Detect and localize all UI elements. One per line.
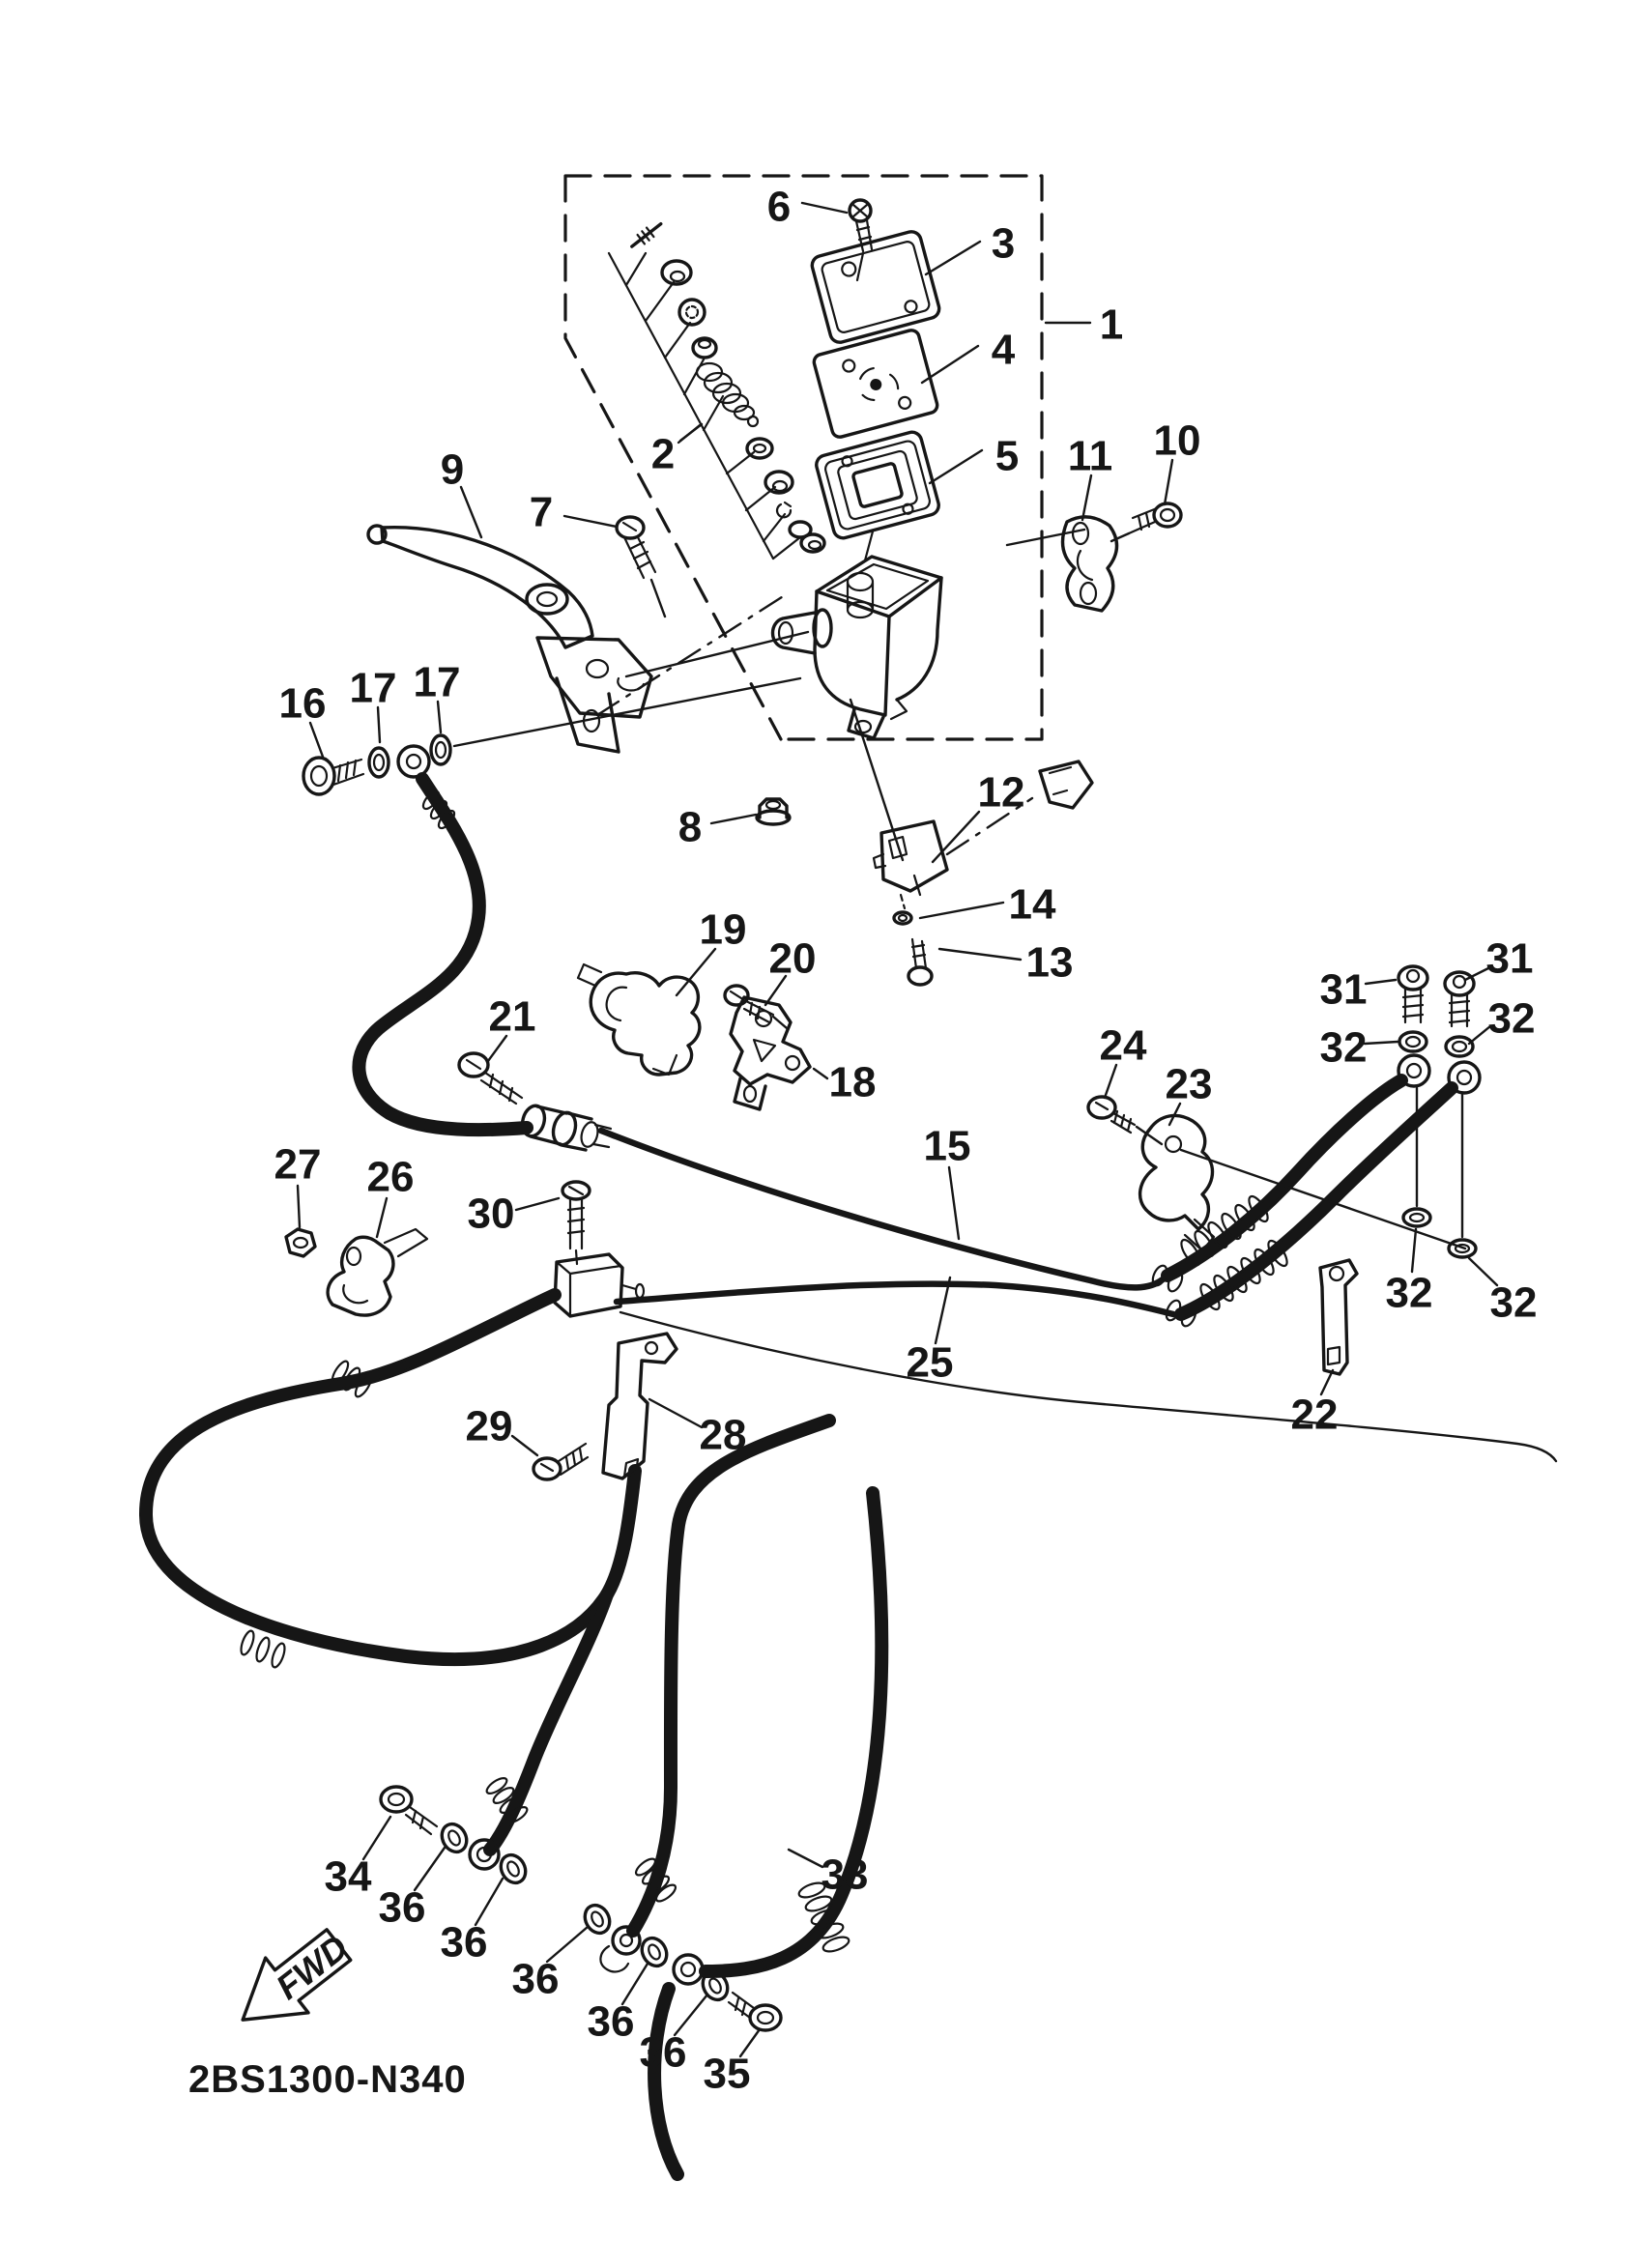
callout-labels <box>274 184 1538 2098</box>
leader-line-18 <box>814 1069 827 1078</box>
callout-19: 19 <box>699 905 747 954</box>
leader-line-25 <box>936 1278 950 1343</box>
brake-lever-9 <box>368 526 651 752</box>
fwd-label: FWD <box>268 1927 356 2007</box>
callout-10: 10 <box>1153 416 1201 465</box>
washer-32-top-left <box>1399 1032 1427 1051</box>
bracket-bolt-24 <box>1088 1097 1162 1144</box>
leader-line-32 <box>1412 1229 1416 1272</box>
callout-6: 6 <box>766 183 792 231</box>
callout-5: 5 <box>994 432 1020 480</box>
diaphragm-plate-4 <box>813 329 939 439</box>
lever-nut-8 <box>757 799 790 824</box>
leader-line-6 <box>802 203 847 213</box>
callout-31: 31 <box>1319 965 1368 1014</box>
callout-21: 21 <box>488 992 536 1041</box>
callout-32: 32 <box>1319 1023 1368 1072</box>
callout-29: 29 <box>465 1402 513 1450</box>
callout-8: 8 <box>677 803 703 851</box>
cap-screw-6 <box>850 200 872 280</box>
leader-line-33 <box>789 1850 822 1867</box>
union-bolt-31-left <box>1398 966 1427 1022</box>
piston-spring <box>697 363 758 426</box>
callout-17: 17 <box>349 664 397 712</box>
bracket-bolt-29 <box>533 1444 588 1479</box>
leader-line-31 <box>1366 980 1396 984</box>
flange-nut-27 <box>286 1229 315 1256</box>
hose-bolt-21 <box>459 1053 522 1104</box>
callout-33: 33 <box>821 1851 869 1899</box>
leader-line-15 <box>949 1167 959 1239</box>
callout-20: 20 <box>768 934 817 983</box>
leader-line-2 <box>680 424 702 441</box>
washer-36-4 <box>637 1934 671 1970</box>
callout-4: 4 <box>991 326 1016 374</box>
callout-36: 36 <box>511 1955 560 2003</box>
callout-36: 36 <box>587 1997 635 2046</box>
front-brake-hose <box>359 746 527 1130</box>
callout-25: 25 <box>906 1338 954 1387</box>
washer-36-3 <box>580 1901 614 1938</box>
leader-line-17 <box>378 707 380 742</box>
caliper-hose-33 <box>654 1493 881 2174</box>
fwd-arrow <box>221 1914 364 2047</box>
callout-36: 36 <box>639 2028 687 2077</box>
callout-18: 18 <box>828 1058 877 1106</box>
leader-line-29 <box>512 1436 537 1455</box>
callout-12: 12 <box>977 768 1025 817</box>
callout-11: 11 <box>1067 432 1113 480</box>
callout-32: 32 <box>1385 1269 1433 1317</box>
banjo-bolt-35 <box>729 1993 781 2030</box>
callout-27: 27 <box>274 1140 322 1189</box>
bracket-18 <box>731 997 810 1109</box>
repair-kit-2 <box>609 219 824 559</box>
junction-block-30 <box>555 1182 644 1316</box>
callout-7: 7 <box>529 488 554 536</box>
callout-9: 9 <box>440 445 465 494</box>
sealing-washer-17b <box>431 735 450 764</box>
leader-line-7 <box>564 516 617 527</box>
callout-32: 32 <box>1489 1278 1538 1327</box>
leader-line-4 <box>922 346 978 383</box>
lever-bolt-7 <box>617 517 665 617</box>
leader-line-26 <box>377 1198 387 1237</box>
leader-line-8 <box>711 815 756 823</box>
callout-24: 24 <box>1099 1021 1147 1070</box>
leader-line-17 <box>438 702 441 732</box>
part-code: 2BS1300-N340 <box>188 2058 467 2101</box>
grommet-bracket-26 <box>328 1229 427 1315</box>
callout-17: 17 <box>413 658 461 706</box>
union-bolt-31-right <box>1445 972 1474 1026</box>
callout-31: 31 <box>1485 934 1534 983</box>
callout-16: 16 <box>278 679 327 728</box>
banjo-bolt-34 <box>381 1787 437 1834</box>
banjo-bolt-16 <box>303 758 363 794</box>
leader-line-13 <box>939 949 1021 960</box>
callout-35: 35 <box>703 2050 751 2098</box>
pipe-bracket-22 <box>1320 1260 1357 1374</box>
leader-line-27 <box>298 1186 300 1227</box>
callout-26: 26 <box>366 1153 415 1201</box>
pipe-bracket-28 <box>603 1334 677 1479</box>
callout-15: 15 <box>923 1122 971 1170</box>
caliper-hose-left <box>470 1594 607 1869</box>
callout-23: 23 <box>1165 1060 1213 1108</box>
callout-30: 30 <box>467 1190 515 1238</box>
bleed-pin <box>628 219 664 251</box>
callout-32: 32 <box>1487 994 1536 1043</box>
callout-14: 14 <box>1008 880 1056 929</box>
switch-washer-14 <box>894 912 911 924</box>
callout-36: 36 <box>440 1918 488 1967</box>
clamp-bolt-10 <box>1111 503 1181 541</box>
lower-hose <box>146 1295 635 1669</box>
callout-1: 1 <box>1099 301 1124 349</box>
callout-36: 36 <box>378 1883 426 1932</box>
sealing-washer-17a <box>369 748 389 777</box>
leader-line-3 <box>926 242 980 274</box>
reservoir-cap-3 <box>810 230 941 345</box>
leader-line-28 <box>649 1399 702 1427</box>
washer-32-top-right <box>1446 1037 1473 1056</box>
leader-line-30 <box>516 1198 559 1210</box>
leader-line-32 <box>1365 1042 1398 1044</box>
leader-line-16 <box>310 723 323 757</box>
switch-screw-13 <box>908 939 932 985</box>
diaphragm-5 <box>815 430 941 540</box>
spring-guard-cal-middle <box>633 1856 677 1905</box>
leader-line-14 <box>920 903 1003 918</box>
callout-28: 28 <box>699 1411 747 1459</box>
callout-34: 34 <box>324 1852 372 1901</box>
leader-line-10 <box>1165 460 1172 504</box>
callout-13: 13 <box>1025 938 1074 987</box>
leader-line-9 <box>461 487 481 537</box>
callout-2: 2 <box>650 430 676 478</box>
callout-3: 3 <box>991 219 1016 268</box>
leader-line-5 <box>930 450 982 483</box>
callout-22: 22 <box>1290 1391 1339 1439</box>
leader-line-11 <box>1082 475 1091 520</box>
brake-pipe-15 <box>601 1131 1163 1287</box>
washer-32-bottom-left <box>1403 1209 1430 1226</box>
handlebar-clamp-11 <box>1063 517 1117 611</box>
hose-clamp-19 <box>578 964 700 1075</box>
leader-line-24 <box>1105 1065 1116 1098</box>
